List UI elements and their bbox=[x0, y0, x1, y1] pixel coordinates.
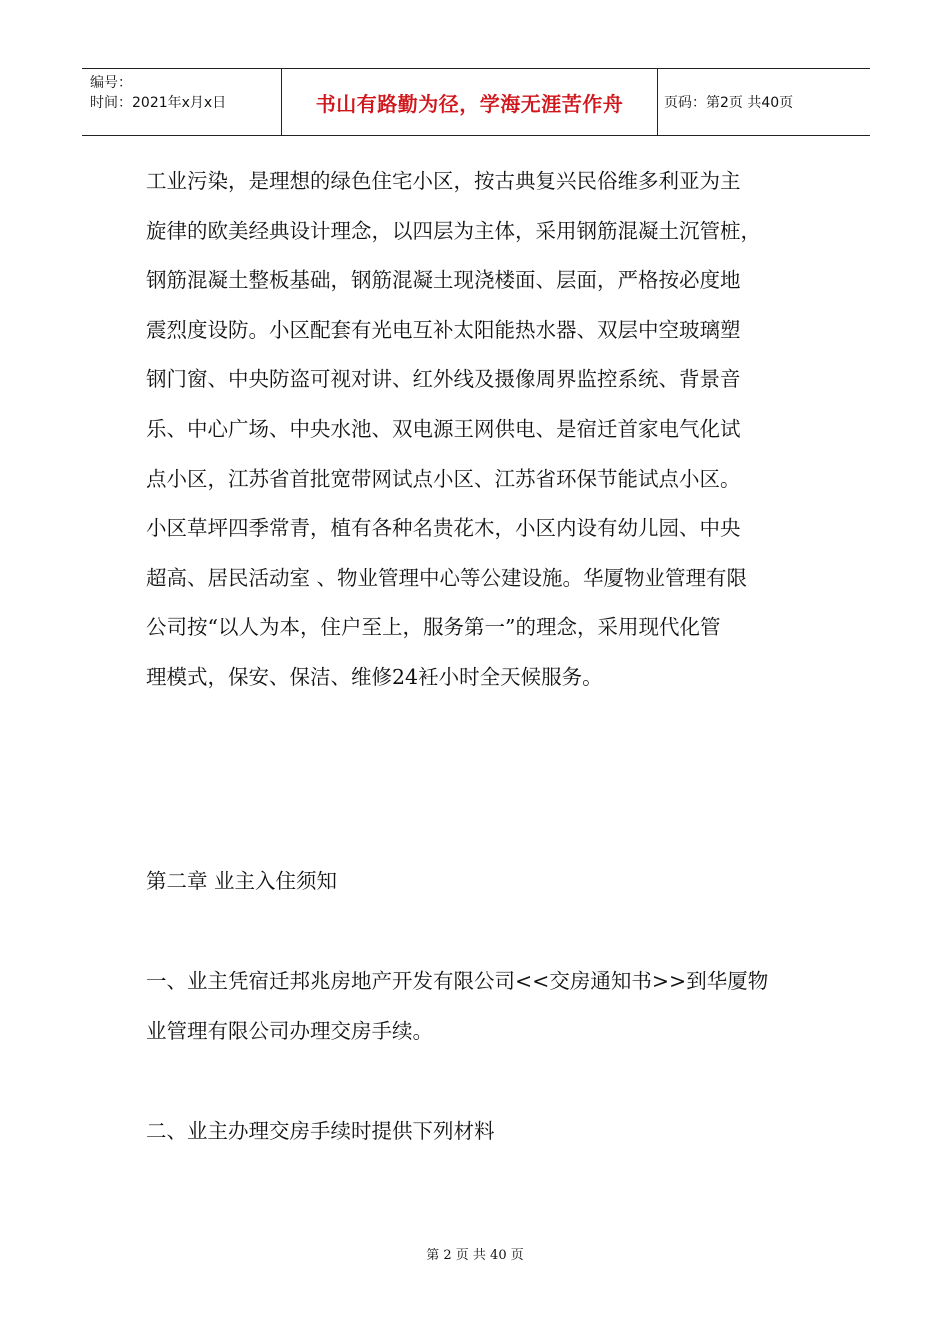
document-date-label: 时间：2021年x月x日 bbox=[90, 95, 227, 111]
text-line: 钢筋混凝土整板基础，钢筋混凝土现浇楼面、层面，严格按必度地 bbox=[146, 268, 741, 293]
text-line: 旋律的欧美经典设计理念，以四层为主体，采用钢筋混凝土沉管桩， bbox=[146, 218, 761, 243]
text-line: 工业污染，是理想的绿色住宅小区，按古典复兴民俗维多利亚为主 bbox=[146, 169, 741, 193]
text-line: 业管理有限公司办理交房手续。 bbox=[146, 1018, 433, 1043]
header-page-info: 页码：第2页 共40页 bbox=[664, 95, 794, 111]
text-line: 乐、中心广场、中央水池、双电源王网供电、是宿迁首家电气化试 bbox=[146, 416, 741, 441]
page-footer: 第 2 页 共 40 页 bbox=[426, 1248, 524, 1263]
header-meta-cell bbox=[82, 69, 282, 135]
text-line: 一、业主凭宿迁邦兆房地产开发有限公司<<交房通知书>>到华厦物 bbox=[146, 969, 769, 993]
item-2-paragraph bbox=[146, 1107, 826, 1157]
text-line: 理模式，保安、保洁、维修24衽小时全天候服务。 bbox=[146, 664, 603, 689]
text-line: 小区草坪四季常青，植有各种名贵花木，小区内设有幼儿园、中央 bbox=[146, 516, 741, 541]
text-line: 钢门窗、中央防盗可视对讲、红外线及摄像周界监控系统、背景音 bbox=[146, 367, 741, 392]
intro-paragraph bbox=[146, 157, 826, 703]
text-line: 点小区，江苏省首批宽带网试点小区、江苏省环保节能试点小区。 bbox=[146, 466, 741, 491]
item-1-paragraph bbox=[146, 957, 826, 1056]
text-line: 公司按“以人为本，住户至上，服务第一”的理念，采用现代化管 bbox=[146, 615, 721, 640]
page-header bbox=[82, 68, 870, 136]
chapter-title: 第二章 业主入住须知 bbox=[146, 869, 338, 893]
document-number-label: 编号： bbox=[90, 75, 132, 91]
header-motto: 书山有路勤为径，学海无涯苦作舟 bbox=[282, 69, 658, 135]
text-line: 震烈度设防。小区配套有光电互补太阳能热水器、双层中空玻璃塑 bbox=[146, 317, 741, 342]
text-line: 二、业主办理交房手续时提供下列材料 bbox=[146, 1119, 495, 1143]
text-line: 超高、居民活动室 、物业管理中心等公建设施。华厦物业管理有限 bbox=[146, 565, 748, 590]
